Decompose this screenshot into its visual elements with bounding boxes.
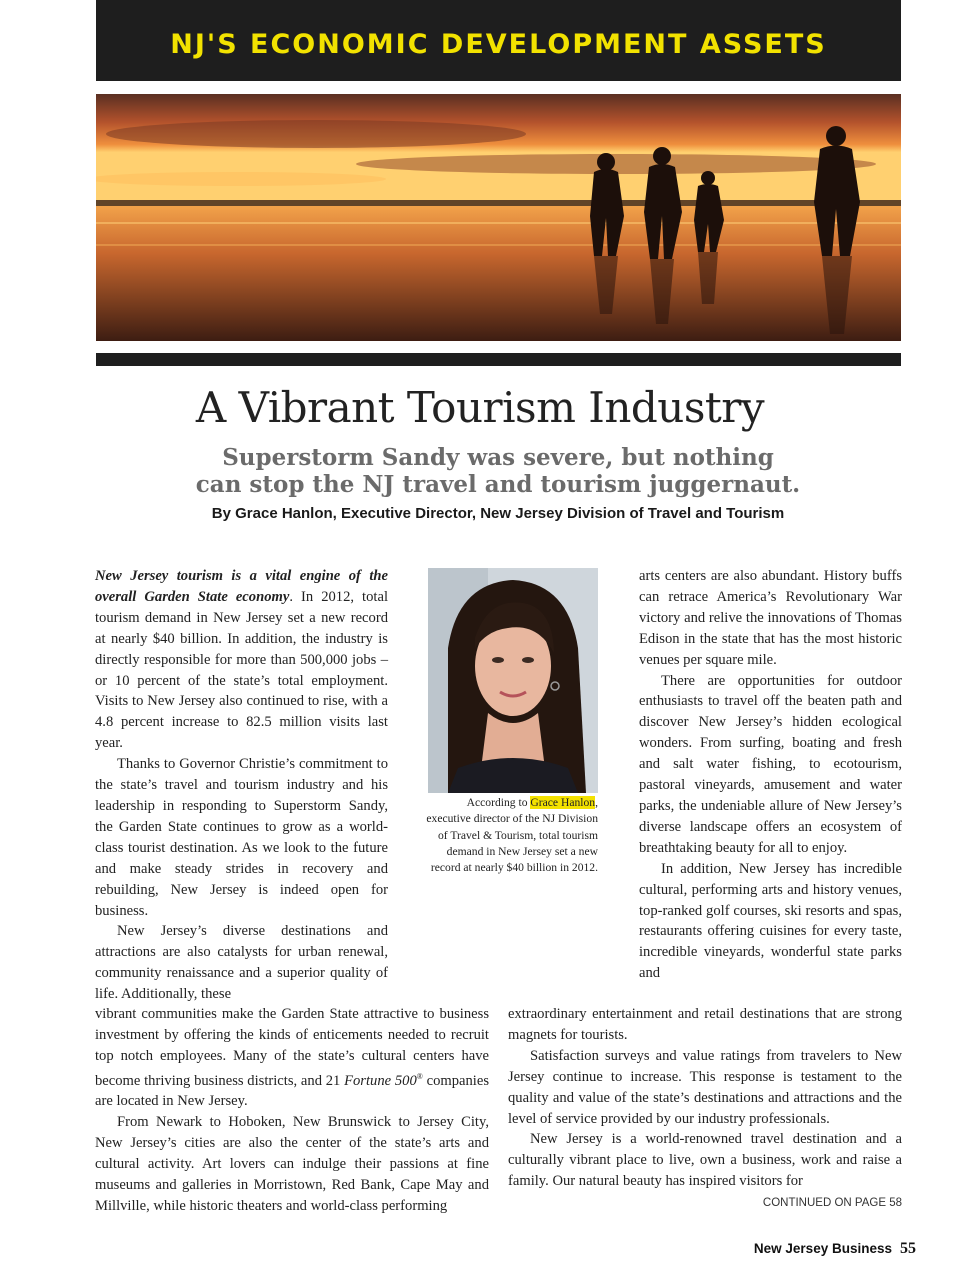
column-left (95, 566, 388, 1005)
paragraph-text: vibrant communities make the Garden State attractive to business investment by offering the kinds of enticements needed to recruit top notch employees. Many of the state’s cultural centers have become thriving business districts, and 21 (95, 1006, 489, 1089)
registered-mark: ® (416, 1071, 423, 1081)
paragraph: New Jersey is a world-renowned travel destination and a culturally vibrant place to live, own a business, work and raise a family. Our natural beauty has inspired visitors for (508, 1131, 902, 1190)
column-left-wide (95, 1004, 489, 1217)
paragraph: New Jersey’s diverse destinations and attractions are also catalysts for urban renewal, community renaissance and a superior quality of life. Additionally, these (95, 923, 388, 1003)
photo-caption (426, 795, 598, 876)
lead-in: New Jersey tourism is a vital engine of the overall Garden State economy (95, 568, 388, 605)
section-banner (96, 0, 901, 81)
continued-note: CONTINUED ON PAGE 58 (762, 1197, 902, 1209)
section-banner-title: NJ'S ECONOMIC DEVELOPMENT ASSETS (170, 29, 827, 60)
publication-name: New Jersey Business (753, 1241, 892, 1256)
header-rule (96, 353, 901, 366)
fortune-500-text: Fortune 500 (344, 1072, 417, 1089)
paragraph: extraordinary entertainment and retail destinations that are strong magnets for tourists. (508, 1006, 902, 1043)
paragraph: In addition, New Jersey has incredible cultural, performing arts and history venues, top-ranked golf courses, ski resorts and spas, restaurants offering cuisines for every taste, incredible vineyards, wonderful state parks and (639, 860, 902, 982)
column-right-wide (508, 1004, 902, 1192)
page-number: 55 (900, 1240, 916, 1257)
article-title: A Vibrant Tourism Industry (195, 383, 765, 432)
highlighted-name: Grace Hanlon (530, 796, 596, 809)
hero-photo-illustration (96, 94, 901, 341)
paragraph-text: . In 2012, total tourism demand in New Jersey set a new record at nearly $40 billion. In addition, the industry is directly responsible for more than 500,000 jobs – or 10 percent of the state’s total employment. Visits to New Jersey also continued to rise, with a 4.8 percent increase to 82.5 million visits last year. (95, 588, 388, 752)
article-byline: By Grace Hanlon, Executive Director, New Jersey Division of Travel and Tourism (211, 505, 785, 522)
page-footer (690, 1240, 916, 1258)
caption-text: , executive director of the NJ Division of Travel & Tourism, total tourism demand in New Jersey set a new record at nearly $40 billion in 2012. (426, 796, 598, 875)
caption-text: According to (466, 796, 531, 809)
paragraph-text: companies are located in New Jersey. (95, 1072, 490, 1110)
column-right (639, 566, 902, 984)
paragraph (95, 1004, 489, 1112)
paragraph: Thanks to Governor Christie’s commitment to the state’s travel and tourism industry and his leadership in responding to Superstorm Sandy, the Garden State continues to grow as a world-class tourist destination. As we look to the future and make steady strides in recovery and rebuilding, New Jersey is indeed open for business. (95, 756, 388, 919)
paragraph: From Newark to Hoboken, New Brunswick to Jersey City, New Jersey’s cities are also the center of the state’s arts and cultural activity. Art lovers can indulge their passions at fine museums and galleries in Morristown, Red Bank, Cape May and Millville, while historic theaters and world-class performing (95, 1114, 489, 1215)
subtitle-line-2: can stop the NJ travel and tourism juggernaut. (195, 471, 801, 498)
paragraph: Satisfaction surveys and value ratings from travelers to New Jersey continue to increase. This response is testament to the quality and value of the state’s destinations and attractions and the level of service provided by our industry professionals. (508, 1047, 902, 1127)
author-portrait-photo (428, 568, 598, 793)
paragraph: arts centers are also abundant. History buffs can retrace America’s Revolutionary War victory and relive the innovations of Thomas Edison in the state that has the most historic venues per square mile. (639, 568, 902, 668)
paragraph: There are opportunities for outdoor enthusiasts to travel off the beaten path and discover New Jersey’s hidden ecological wonders. From surfing, boating and fresh and salt water fishing, to ecotourism, pastoral vineyards, amusement and water parks, the undeniable allure of New Jersey’s diverse landscape offers an ecosystem of breathtaking beauty for all to enjoy. (639, 672, 902, 856)
hero-sunset-beach-photo (96, 94, 901, 341)
paragraph (95, 566, 388, 754)
subtitle-line-1: Superstorm Sandy was severe, but nothing (222, 444, 774, 471)
portrait-illustration (428, 568, 598, 793)
article-subtitle (0, 444, 960, 498)
